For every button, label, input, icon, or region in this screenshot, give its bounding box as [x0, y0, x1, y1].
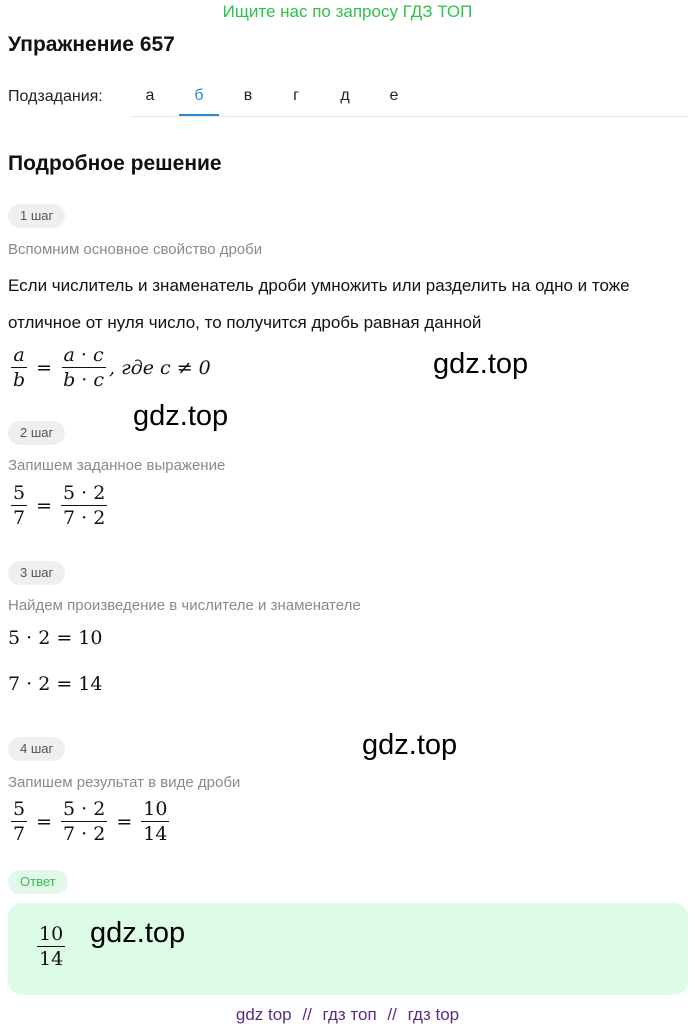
- footer-separator: //: [302, 1005, 312, 1024]
- step-note-2: Запишем заданное выражение: [8, 457, 226, 474]
- numerator: 5: [13, 798, 26, 820]
- footer-link-gdz-top[interactable]: gdz top: [235, 1005, 292, 1024]
- denominator: 14: [39, 948, 64, 970]
- step-text-1a: Если числитель и знаменатель дроби умножить или разделить на одно и тоже: [8, 276, 630, 295]
- watermark: gdz.top: [433, 348, 529, 380]
- answer-badge: Ответ: [8, 870, 68, 894]
- subtasks-tabs: [130, 78, 688, 117]
- numerator: 10: [39, 923, 64, 945]
- numerator: 5 · 2: [63, 798, 106, 820]
- equals-sign: =: [36, 356, 53, 379]
- tab-g[interactable]: г: [293, 87, 299, 104]
- promo-banner[interactable]: Ищите нас по запросу ГДЗ ТОП: [222, 2, 473, 21]
- section-title: Подробное решение: [8, 152, 222, 175]
- denominator: 7: [13, 507, 26, 529]
- tab-d[interactable]: д: [340, 87, 350, 104]
- tab-a[interactable]: а: [145, 87, 155, 104]
- step-note-1: Вспомним основное свойство дроби: [8, 241, 263, 258]
- watermark: gdz.top: [133, 400, 229, 432]
- denominator: 7 · 2: [63, 823, 106, 845]
- step-badge-2: 2 шаг: [8, 421, 65, 445]
- denominator: 14: [143, 823, 168, 845]
- equals-sign: =: [36, 494, 53, 517]
- denominator: b · c: [63, 369, 105, 391]
- page-title: Упражнение 657: [8, 33, 175, 56]
- numerator: 10: [143, 798, 168, 820]
- condition: , где c ≠ 0: [109, 356, 211, 379]
- step-badge-4: 4 шаг: [8, 737, 65, 761]
- fraction: [61, 798, 107, 845]
- fraction: [61, 482, 107, 529]
- footer-link-gdz-top-ru[interactable]: гдз топ: [322, 1005, 377, 1024]
- fraction: [61, 344, 106, 391]
- denominator: 7: [13, 823, 26, 845]
- denominator: 7 · 2: [63, 507, 106, 529]
- numerator: a: [13, 344, 25, 366]
- step-note-3: Найдем произведение в числителе и знаменателе: [8, 597, 361, 614]
- watermark: gdz.top: [90, 917, 186, 949]
- footer-separator: //: [387, 1005, 397, 1024]
- fraction: [141, 798, 169, 845]
- numerator: 5 · 2: [63, 482, 106, 504]
- tab-b[interactable]: б: [179, 78, 219, 116]
- numerator: a · c: [63, 344, 104, 366]
- answer-box: [8, 903, 688, 995]
- formula-step-1: [8, 344, 211, 391]
- fraction: [37, 923, 65, 970]
- formula-step-4: [8, 798, 172, 845]
- watermark: gdz.top: [362, 729, 458, 761]
- equals-sign: =: [116, 810, 133, 833]
- fraction: [11, 344, 27, 391]
- fraction: [11, 798, 27, 845]
- step-text-1b: отличное от нуля число, то получится дробь равная данной: [8, 313, 482, 332]
- tab-v[interactable]: в: [243, 87, 253, 104]
- tab-e[interactable]: е: [389, 87, 399, 104]
- footer-link-gdz-top-mixed[interactable]: гдз top: [407, 1005, 460, 1024]
- fraction: [11, 482, 27, 529]
- formula-step-3b: 7 · 2 = 14: [8, 673, 103, 695]
- formula-step-2: [8, 482, 110, 529]
- step-badge-3: 3 шаг: [8, 561, 65, 585]
- numerator: 5: [13, 482, 26, 504]
- step-badge-1: 1 шаг: [8, 204, 65, 228]
- equals-sign: =: [36, 810, 53, 833]
- denominator: b: [13, 369, 26, 391]
- subtasks-label: Подзадания:: [8, 88, 103, 105]
- footer-links: [0, 1005, 695, 1025]
- step-note-4: Запишем результат в виде дроби: [8, 774, 241, 791]
- answer-formula: [34, 923, 68, 970]
- formula-step-3a: 5 · 2 = 10: [8, 627, 103, 649]
